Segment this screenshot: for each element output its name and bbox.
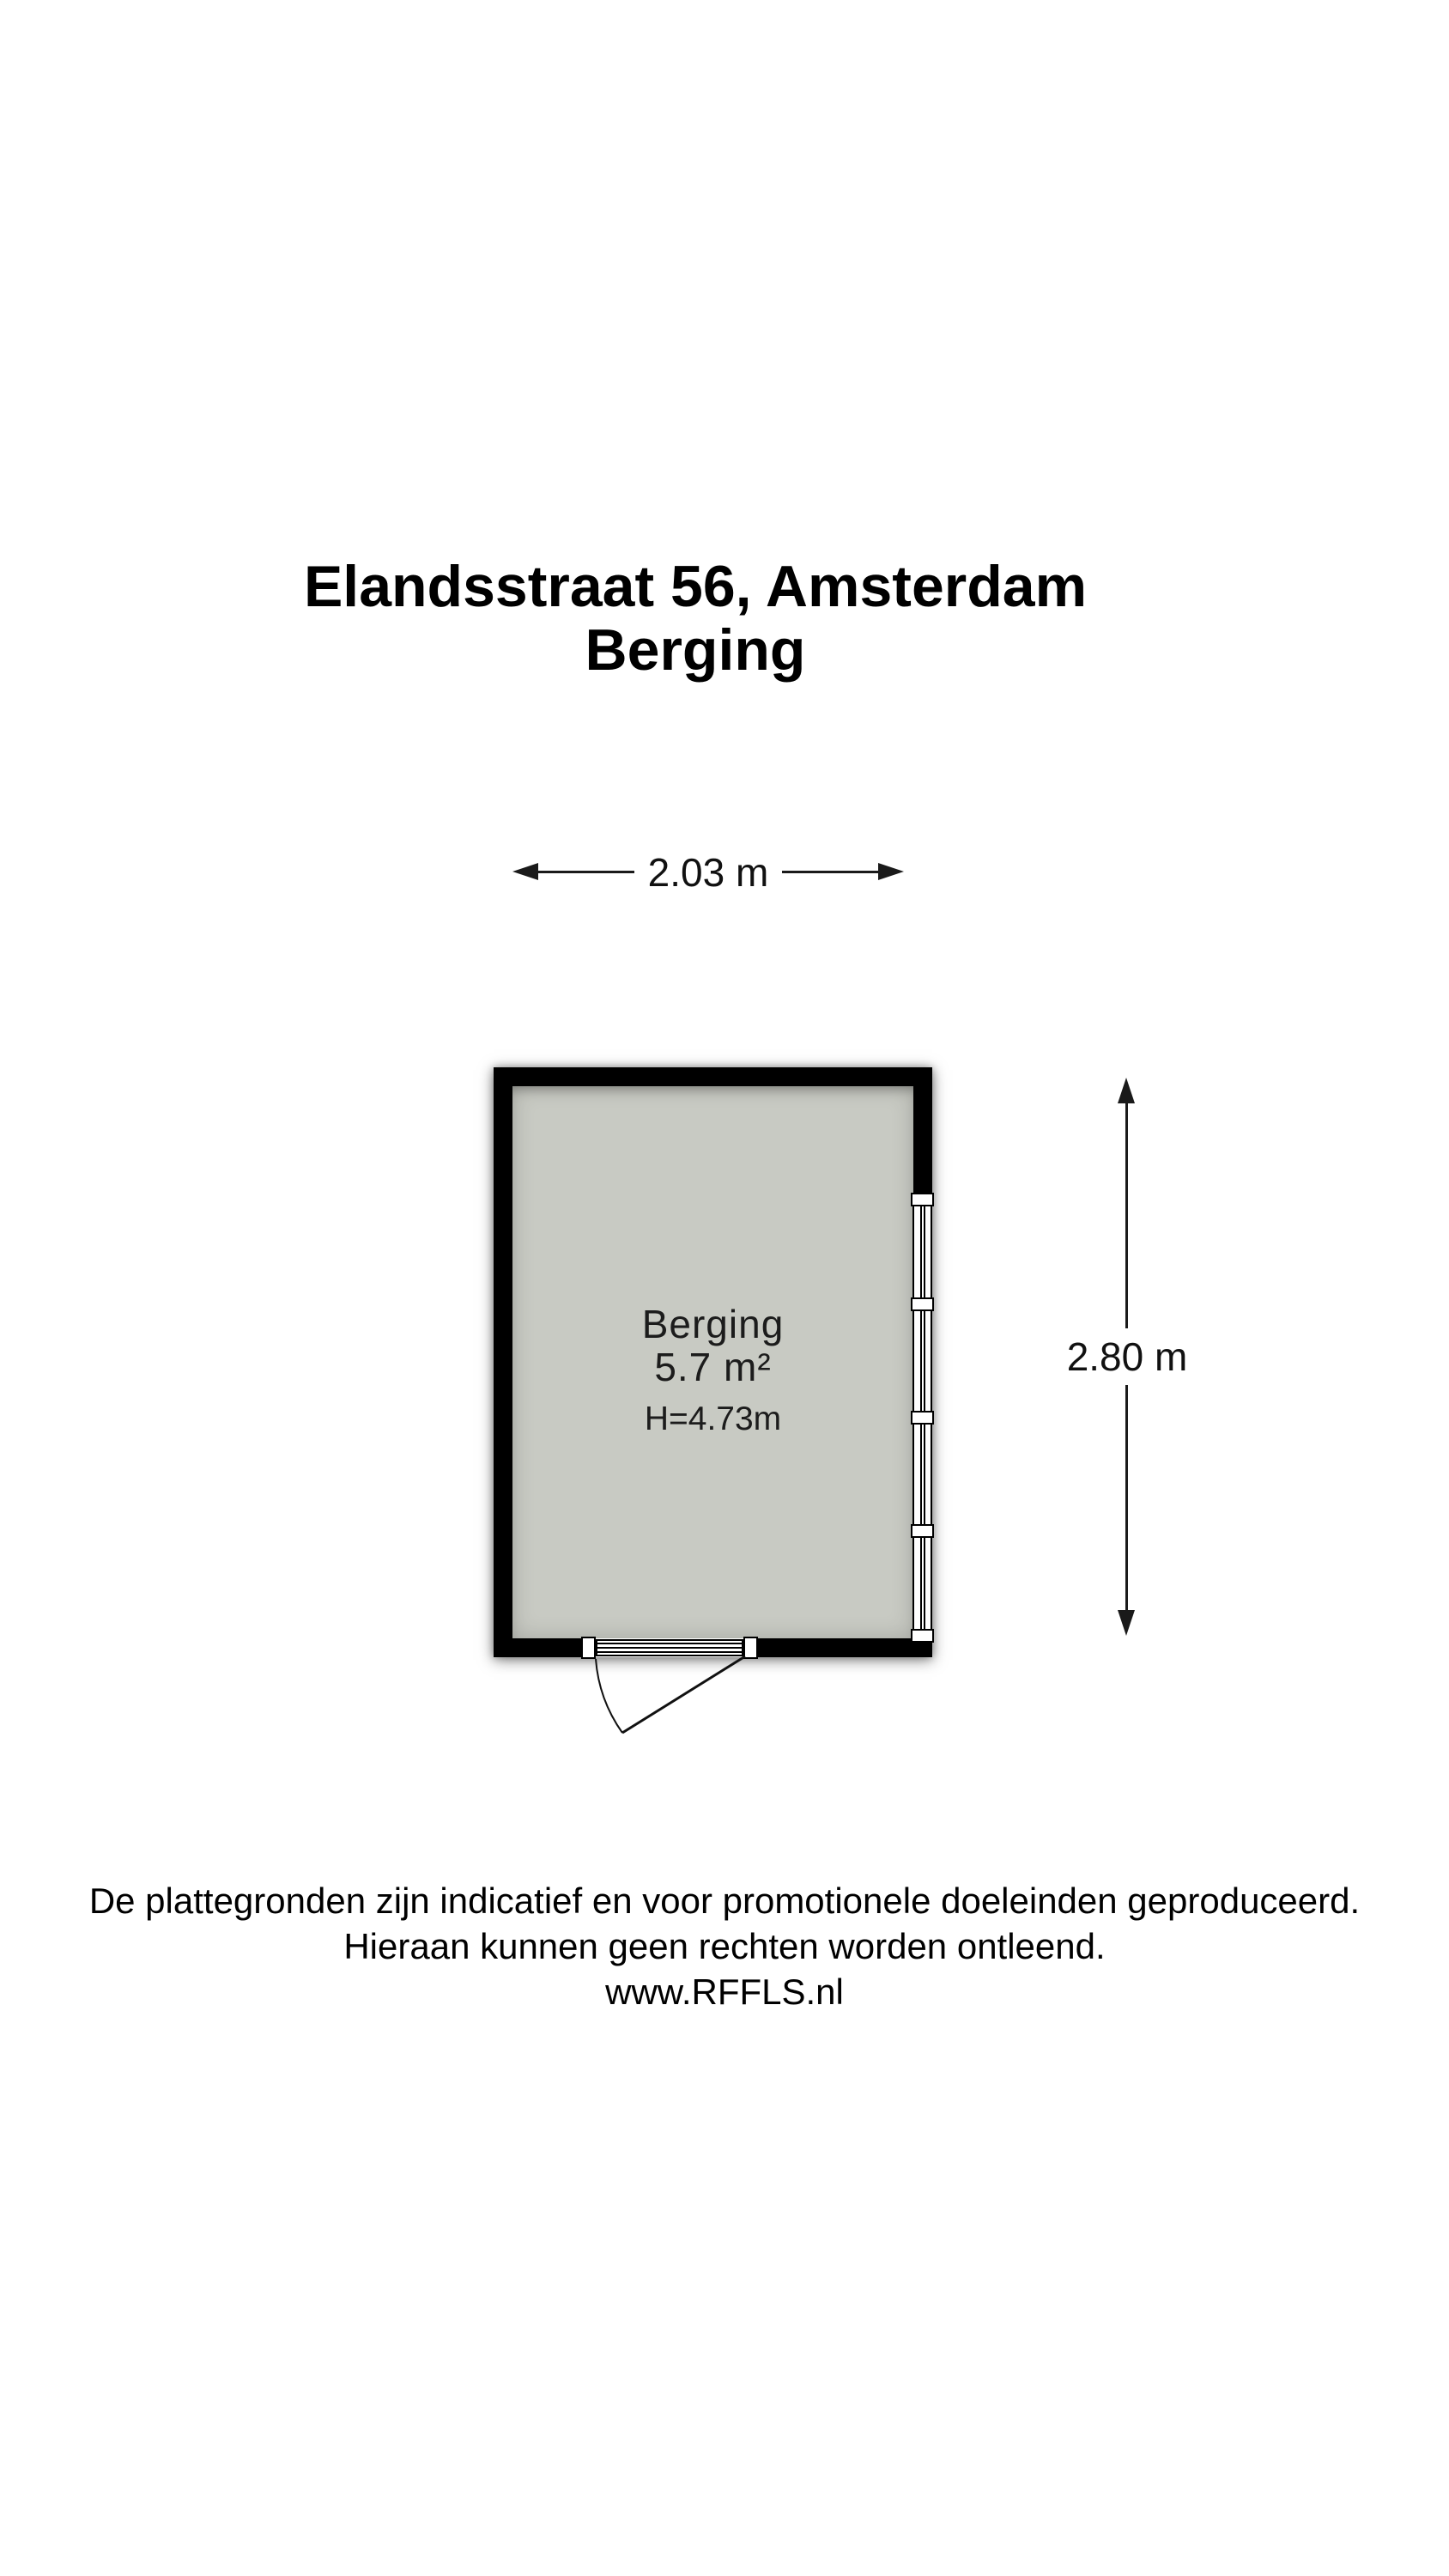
room-name: Berging [641, 1302, 785, 1346]
disclaimer-line-2: Hieraan kunnen geen rechten worden ontleend. [343, 1926, 1106, 1966]
height-dimension [1066, 1078, 1188, 1636]
window-mullion [911, 1524, 934, 1538]
page-title [0, 555, 1391, 682]
title-room-type: Berging [585, 617, 806, 683]
width-dimension [512, 850, 904, 895]
footer-disclaimer [0, 1878, 1449, 2014]
room-area: 5.7 m² [654, 1345, 772, 1389]
title-address: Elandsstraat 56, Amsterdam [303, 554, 1088, 619]
door-swing [494, 1631, 794, 1747]
height-dimension-label: 2.80 m [1058, 1328, 1197, 1385]
disclaimer-line-1: De plattegronden zijn indicatief en voor promotionele doeleinden geproduceerd. [88, 1880, 1361, 1921]
door-leaf [622, 1656, 745, 1733]
room-ceiling-height: H=4.73m [644, 1400, 782, 1437]
footer-website: www.RFFLS.nl [605, 1971, 844, 2012]
arrow-down-icon [1118, 1610, 1135, 1636]
arrow-right-icon [878, 863, 904, 880]
width-dimension-label: 2.03 m [634, 848, 783, 897]
door-swing-arc [596, 1659, 622, 1733]
room-label [494, 1303, 932, 1438]
window-frame-cap [911, 1629, 934, 1643]
arrow-up-icon [1118, 1078, 1135, 1103]
window-frame-cap [911, 1193, 934, 1206]
arrow-left-icon [512, 863, 538, 880]
